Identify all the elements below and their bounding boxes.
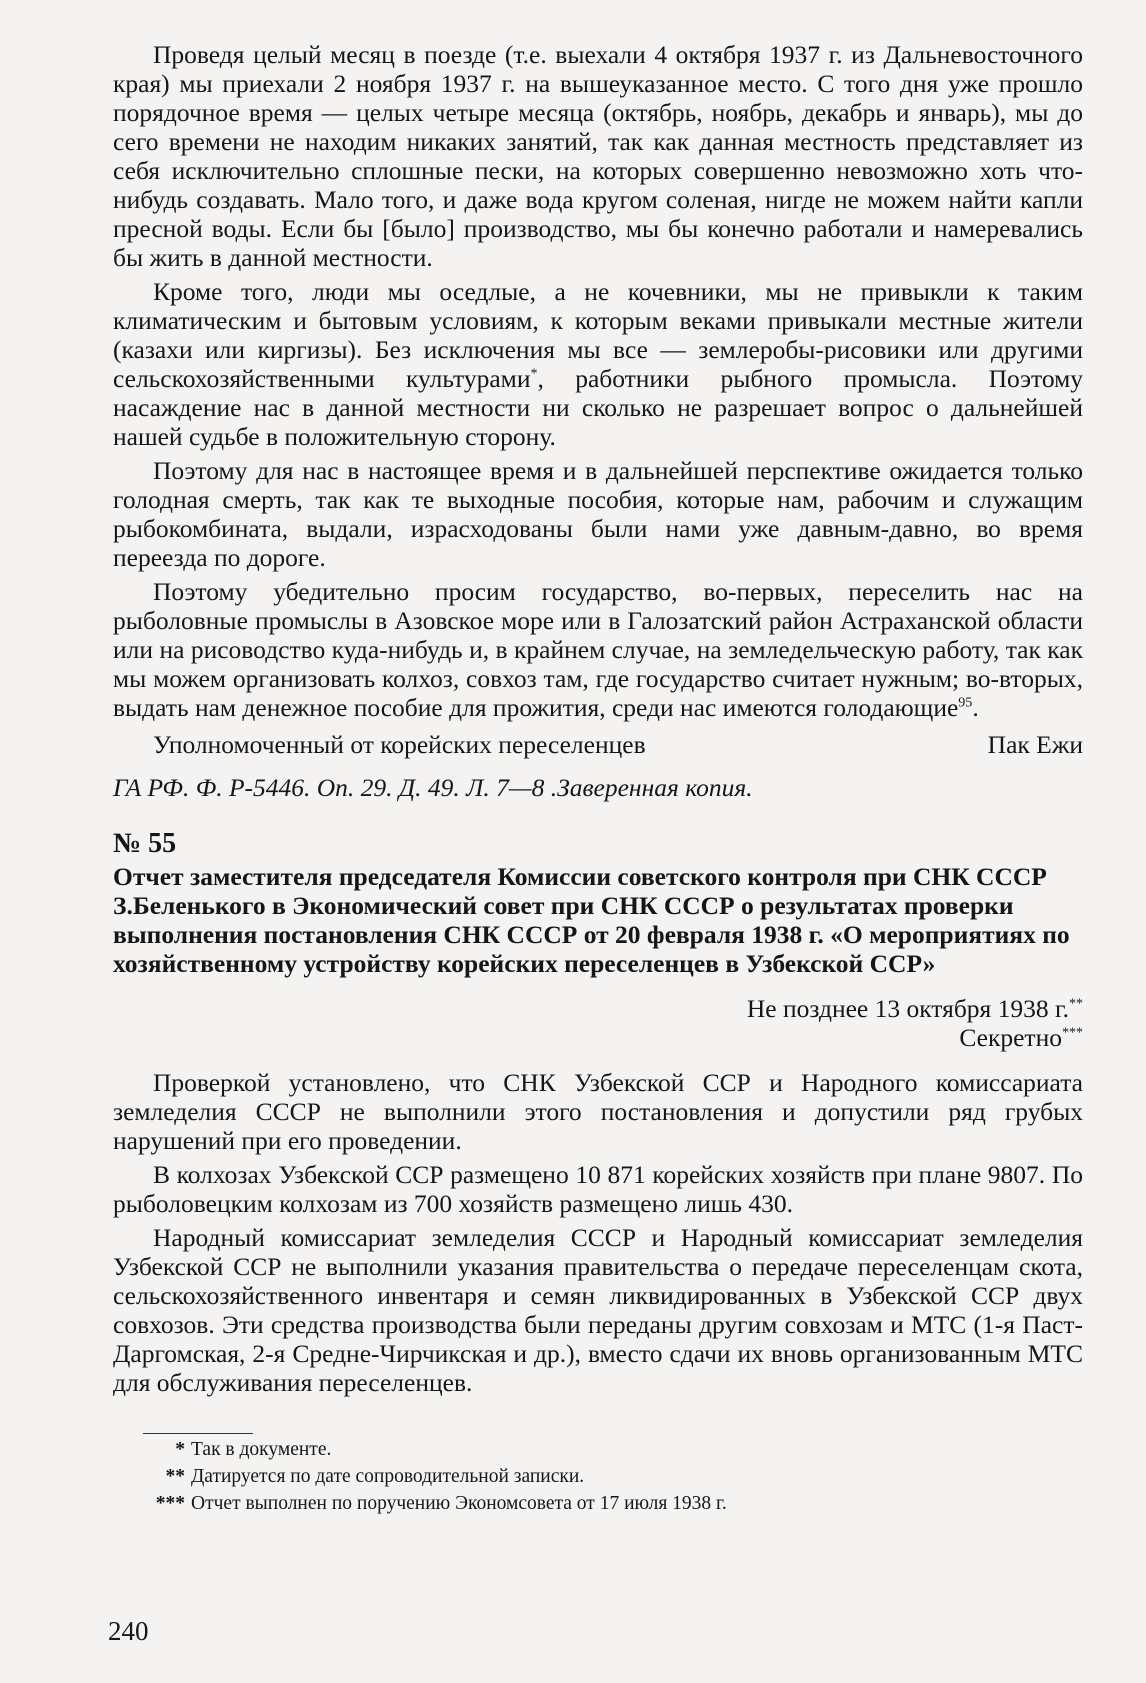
letter-paragraph-2-rest: , работники рыбного промысла. Поэтому насаждение нас в данной местности ни сколько не разрешает вопрос о дальнейшей нашей судьбе в положительную сторону. <box>113 364 1083 451</box>
letter-paragraph-3: Поэтому для нас в настоящее время и в дальнейшей перспективе ожидается только голодная смерть, так как те выходные пособия, которые нам, рабочим и служащим рыбокомбината, выдали, израсходованы были нами уже давным-давно, во время переезда по дороге. <box>113 456 1083 572</box>
signature-role: Уполномоченный от корейских переселенцев <box>153 730 646 759</box>
page-number: 240 <box>108 1616 149 1646</box>
footnote-text: Отчет выполнен по поручению Экономсовета от 17 июля 1938 г. <box>191 1493 727 1514</box>
letter-paragraph-2-text: Кроме того, люди мы оседлые, а не кочевники, мы не привыкли к таким климатическим и бытовым условиям, к которым веками привыкали местные жители (казахи или киргизы). Без исключения мы все — землеробы-рисовики или другими сельскохозяйственными культурами <box>113 277 1083 393</box>
footnote-item <box>113 1490 1083 1517</box>
footnotes <box>113 1433 1083 1517</box>
letter-paragraph-4-end: . <box>972 693 979 722</box>
report-paragraph-1: Проверкой установлено, что СНК Узбекской ССР и Народного комиссариата земледелия СССР не выполнили этого постановления и допустили ряд грубых нарушений при его проведении. <box>113 1068 1083 1155</box>
archive-reference: ГА РФ. Ф. Р-5446. Оп. 29. Д. 49. Л. 7—8 .Заверенная копия. <box>113 773 753 802</box>
report-paragraph-3: Народный комиссариат земледелия СССР и Народный комиссариат земледелия Узбекской ССР не выполнили указания правительства о передаче переселенцам скота, сельскохозяйственного инвентаря и семян ликвидированных в Узбекской ССР двух совхозов. Эти средства производства были переданы другим совхозам и МТС (1-я Паст-Даргомская, 2-я Средне-Чирчикская и др.), вместо сдачи их вновь организованным МТС для обслуживания переселенцев. <box>113 1223 1083 1397</box>
letter-paragraph-2 <box>113 277 1083 451</box>
footnote-mark: *** <box>155 1493 185 1514</box>
footnote-divider <box>143 1433 253 1434</box>
footnote-item <box>113 1463 1083 1490</box>
classification-footnote-ref: *** <box>1061 1025 1083 1041</box>
report-paragraph-2: В колхозах Узбекской ССР размещено 10 871 корейских хозяйств при плане 9807. По рыболовецким колхозам из 700 хозяйств размещено лишь 430. <box>113 1160 1083 1218</box>
footnote-text: Датируется по дате сопроводительной записки. <box>191 1466 585 1487</box>
document-date <box>113 994 1083 1023</box>
main-text <box>113 40 1083 1402</box>
classification-text: Секретно <box>959 1023 1062 1052</box>
footnote-mark: ** <box>165 1466 185 1487</box>
document-date-text: Не позднее 13 октября 1938 г. <box>746 994 1069 1023</box>
date-footnote-ref: ** <box>1068 996 1083 1012</box>
footnote-ref: * <box>530 366 538 382</box>
footnote-text: Так в документе. <box>191 1439 332 1460</box>
document-title: Отчет заместителя председателя Комиссии советского контроля при СНК СССР З.Беленького в Экономический совет при СНК СССР о результатах проверки выполнения постановления СНК СССР от 20 февраля 1938 г. «О мероприятиях по хозяйственному устройству корейских переселенцев в Узбекской ССР» <box>113 862 1070 978</box>
classification-stamp <box>113 1023 1083 1052</box>
letter-paragraph-1: Проведя целый месяц в поезде (т.е. выехали 4 октября 1937 г. из Дальневосточного края) мы приехали 2 ноября 1937 г. на вышеуказанное место. С того дня уже прошло порядочное время — целых четыре месяца (октябрь, ноябрь, декабрь и январь), мы до сего времени не находим никаких занятий, так как данная местность представляет из себя исключительно сплошные пески, на которых совершенно невозможно хоть что-нибудь создавать. Мало того, и даже вода кругом соленая, нигде не можем найти капли пресной воды. Если бы [было] производство, мы бы конечно работали и намеревались бы жить в данной местности. <box>113 40 1083 272</box>
letter-paragraph-4-text: Поэтому убедительно просим государство, во-первых, переселить нас на рыболовные промыслы в Азовское море или в Галозатский район Астраханской области или на рисоводство куда-нибудь и, в крайнем случае, на земледельческую работу, так как мы можем организовать колхоз, совхоз там, где государство считает нужным; во-вторых, выдать нам денежное пособие для прожития, среди нас имеются голодающие <box>113 577 1083 722</box>
letter-paragraph-4 <box>113 577 1083 722</box>
endnote-ref: 95 <box>958 695 973 711</box>
signature <box>113 730 1083 759</box>
footnote-mark: * <box>175 1439 185 1460</box>
signature-name: Пак Ежи <box>987 730 1083 759</box>
footnote-item <box>113 1436 1083 1463</box>
document-number: № 55 <box>113 828 177 859</box>
